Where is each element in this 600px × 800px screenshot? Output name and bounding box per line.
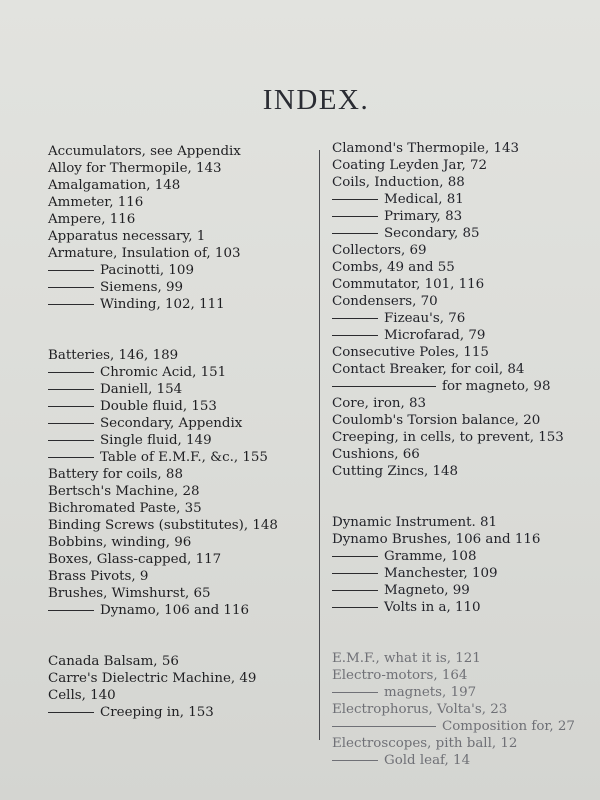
column-divider [319,150,320,740]
index-subentry [48,449,310,466]
index-entry-text: Accumulators, see Appendix [48,144,241,159]
ditto-dash [332,335,378,336]
index-entry-text: Binding Screws (substitutes), 148 [48,518,278,533]
index-subentry [332,208,594,225]
index-subentry [332,718,594,735]
index-subentry [332,378,594,395]
index-entry-text: Composition for, 27 [442,719,575,734]
index-subentry [48,364,310,381]
index-entry [332,531,594,548]
index-entry-text: Contact Breaker, for coil, 84 [332,362,525,377]
index-entry [48,466,310,483]
ditto-dash [48,610,94,611]
ditto-dash [332,233,378,234]
index-entry [48,551,310,568]
ditto-dash [48,287,94,288]
ditto-dash [332,386,436,387]
ditto-dash [332,573,378,574]
index-entry-text: Amalgamation, 148 [48,178,181,193]
index-subentry [332,582,594,599]
index-entry-text: Single fluid, 149 [100,433,212,448]
index-entry [332,463,594,480]
index-entry-text: Cushions, 66 [332,447,420,462]
index-entry [48,228,310,245]
index-subentry [332,548,594,565]
index-subentry [332,191,594,208]
index-entry [48,160,310,177]
index-entry-text: Electrophorus, Volta's, 23 [332,702,508,717]
ditto-dash [48,270,94,271]
index-entry-text: Consecutive Poles, 115 [332,345,489,360]
index-subentry [332,599,594,616]
ditto-dash [48,389,94,390]
index-entry-text: Pacinotti, 109 [100,263,194,278]
ditto-dash [332,199,378,200]
index-entry-text: Secondary, 85 [384,226,480,241]
index-entry [48,347,310,364]
index-entry-text: Cutting Zincs, 148 [332,464,459,479]
index-entry-text: Carre's Dielectric Machine, 49 [48,671,257,686]
index-entry-text: Dynamo, 106 and 116 [100,603,249,618]
index-entry-text: Volts in a, 110 [384,600,481,615]
index-entry-text: Table of E.M.F., &c., 155 [100,450,268,465]
index-entry-text: E.M.F., what it is, 121 [332,651,481,666]
index-entry-text: Batteries, 146, 189 [48,348,179,363]
ditto-dash [332,318,378,319]
ditto-dash [48,712,94,713]
index-entry-text: magnets, 197 [384,685,477,700]
index-entry [332,429,594,446]
index-column-right [332,140,594,769]
index-entry-text: Alloy for Thermopile, 143 [48,161,222,176]
index-subentry [48,602,310,619]
index-entry-text: Armature, Insulation of, 103 [48,246,241,261]
index-entry-text: Fizeau's, 76 [384,311,466,326]
index-entry [332,276,594,293]
index-entry [48,194,310,211]
index-subentry [332,310,594,327]
index-entry [332,242,594,259]
index-entry-text: Dynamo Brushes, 106 and 116 [332,532,541,547]
index-entry-text: Gold leaf, 14 [384,753,471,768]
ditto-dash [48,423,94,424]
index-entry-text: Bichromated Paste, 35 [48,501,202,516]
index-entry-text: Collectors, 69 [332,243,427,258]
index-entry-text: Apparatus necessary, 1 [48,229,206,244]
index-entry [48,687,310,704]
ditto-dash [332,216,378,217]
index-entry-text: Electroscopes, pith ball, 12 [332,736,518,751]
index-entry-text: Electro-motors, 164 [332,668,468,683]
index-entry-text: Core, iron, 83 [332,396,427,411]
index-entry [332,514,594,531]
index-subentry [48,279,310,296]
index-entry [48,653,310,670]
index-entry [332,650,594,667]
index-subentry [48,381,310,398]
index-subentry [332,565,594,582]
index-entry [48,211,310,228]
index-subentry [48,704,310,721]
index-entry [48,568,310,585]
ditto-dash [332,607,378,608]
ditto-dash [48,372,94,373]
index-entry-text: Microfarad, 79 [384,328,486,343]
index-entry-text: Medical, 81 [384,192,464,207]
index-entry-text: Siemens, 99 [100,280,184,295]
index-entry-text: Ampere, 116 [48,212,136,227]
index-entry [332,412,594,429]
ditto-dash [332,760,378,761]
index-entry-text: Winding, 102, 111 [100,297,225,312]
index-entry-text: Cells, 140 [48,688,116,703]
index-entry [48,483,310,500]
index-entry-text: Magneto, 99 [384,583,470,598]
index-subentry [332,752,594,769]
index-entry-text: Creeping, in cells, to prevent, 153 [332,430,564,445]
index-entry-text: Gramme, 108 [384,549,477,564]
ditto-dash [48,440,94,441]
index-entry [332,701,594,718]
index-entry [332,293,594,310]
index-entry [332,446,594,463]
ditto-dash [48,406,94,407]
index-entry-text: Coulomb's Torsion balance, 20 [332,413,541,428]
index-entry-text: Dynamic Instrument. 81 [332,515,498,530]
index-entry-text: Brass Pivots, 9 [48,569,149,584]
index-entry [332,259,594,276]
index-entry-text: Secondary, Appendix [100,416,243,431]
index-entry [332,395,594,412]
index-entry-text: Coils, Induction, 88 [332,175,465,190]
ditto-dash [48,304,94,305]
index-subentry [332,327,594,344]
index-entry-text: Creeping in, 153 [100,705,214,720]
index-entry-text: Manchester, 109 [384,566,498,581]
index-entry [48,500,310,517]
ditto-dash [332,726,436,727]
ditto-dash [332,556,378,557]
index-subentry [48,296,310,313]
index-subentry [332,684,594,701]
ditto-dash [332,590,378,591]
index-entry-text: Bertsch's Machine, 28 [48,484,200,499]
index-entry [332,174,594,191]
index-entry [48,670,310,687]
index-entry-text: Primary, 83 [384,209,463,224]
index-subentry [48,415,310,432]
index-entry-text: Chromic Acid, 151 [100,365,227,380]
index-entry [332,735,594,752]
index-entry-text: for magneto, 98 [442,379,551,394]
index-entry [48,517,310,534]
index-entry [48,177,310,194]
index-entry-text: Coating Leyden Jar, 72 [332,158,487,173]
index-entry-text: Double fluid, 153 [100,399,217,414]
index-entry-text: Commutator, 101, 116 [332,277,485,292]
index-entry-text: Combs, 49 and 55 [332,260,455,275]
index-entry [332,157,594,174]
index-entry [48,143,310,160]
ditto-dash [48,457,94,458]
index-subentry [48,432,310,449]
index-entry-text: Brushes, Wimshurst, 65 [48,586,211,601]
index-entry-text: Daniell, 154 [100,382,183,397]
index-entry-text: Boxes, Glass-capped, 117 [48,552,222,567]
index-entry-text: Ammeter, 116 [48,195,144,210]
index-entry [332,667,594,684]
index-entry [332,344,594,361]
index-entry-text: Clamond's Thermopile, 143 [332,141,520,156]
index-entry-text: Bobbins, winding, 96 [48,535,192,550]
index-entry [48,534,310,551]
index-entry-text: Condensers, 70 [332,294,438,309]
page-title: INDEX. [262,84,370,116]
index-entry [332,361,594,378]
index-column-left [48,143,310,721]
index-entry [48,585,310,602]
index-subentry [332,225,594,242]
index-entry-text: Canada Balsam, 56 [48,654,179,669]
index-entry [48,245,310,262]
index-subentry [48,262,310,279]
index-entry-text: Battery for coils, 88 [48,467,183,482]
ditto-dash [332,692,378,693]
index-entry [332,140,594,157]
index-subentry [48,398,310,415]
